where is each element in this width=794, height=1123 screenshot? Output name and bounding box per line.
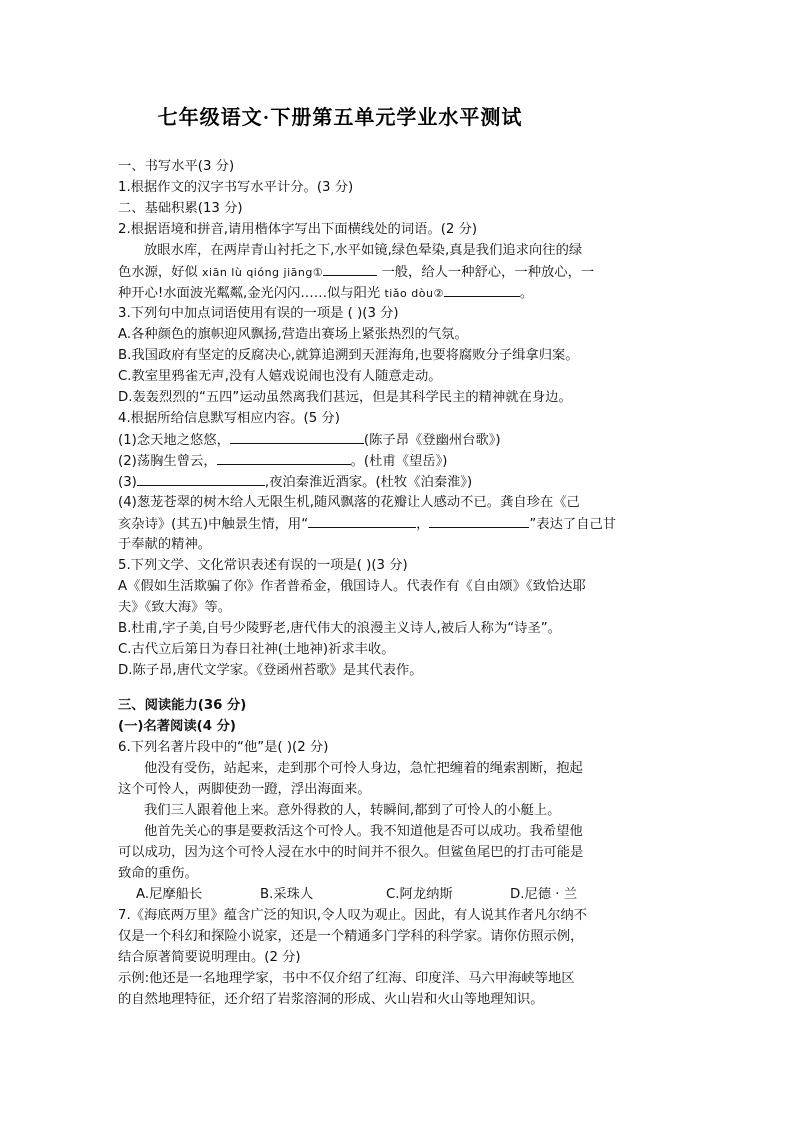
recite-blank-1[interactable] [230, 429, 364, 444]
question-6-option-d[interactable]: D.尼德 · 兰 [510, 887, 578, 902]
question-4-line-6: 于奉献的精神。 [118, 537, 212, 552]
question-7-example: 的自然地理特征，还介绍了岩浆溶洞的形成、火山岩和火山等地理知识。 [118, 992, 544, 1007]
recite-prompt: (2)荡胸生曾云， [118, 454, 217, 469]
question-7-line: 仅是一个科幻和探险小说家，还是一个精通多门学科的科学家。请你仿照示例， [118, 929, 584, 944]
question-3-option-c: C.教室里鸦雀无声,没有人嬉戏说闹也没有人随意走动。 [118, 369, 442, 384]
answer-blank-2[interactable] [444, 282, 520, 297]
answer-blank-1[interactable] [323, 261, 377, 276]
question-6-passage-line: 这个可怜人，两脚使劲一蹬，浮出海面来。 [118, 782, 371, 797]
question-4-line-5 [118, 513, 683, 534]
question-6-passage-line: 他没有受伤，站起来，走到那个可怜人身边，急忙把缠着的绳索割断，抱起 [144, 761, 583, 776]
question-5-stem: 5.下列文学、文化常识表述有误的一项是( )(3 分) [118, 558, 408, 573]
question-4-line-2 [118, 450, 683, 471]
question-4-line-3 [118, 471, 683, 492]
question-5-option-a-cont: 夫》《致大海》等。 [118, 600, 232, 615]
question-4-line-4: (4)葱茏苍翠的树木给人无限生机,随风飘落的花瓣让人感动不已。龚自珍在《己 [118, 495, 580, 510]
recite-blank-5[interactable] [429, 513, 529, 528]
question-3-option-a: A.各种颜色的旗帜迎风飘扬,营造出赛场上紧张热烈的气氛。 [118, 327, 468, 342]
pinyin-hint-2: tiǎo dòu② [384, 287, 444, 300]
recite-comma: ， [416, 517, 430, 532]
question-5-option-c: C.古代立后第日为春日社神(土地神)祈求丰收。 [118, 642, 395, 657]
question-6-option-a[interactable]: A.尼摩船长 [136, 887, 203, 902]
question-4-stem: 4.根据所给信息默写相应内容。(5 分) [118, 411, 340, 426]
recite-prompt: ”表达了自己甘 [529, 517, 617, 532]
passage-text: 一般，给人一种舒心，一种放心，一 [381, 265, 595, 280]
question-6-option-b[interactable]: B.采珠人 [260, 887, 314, 902]
question-6-passage-line: 我们三人跟着他上来。意外得救的人，转瞬间,都到了可怜人的小艇上。 [144, 803, 561, 818]
section-3-heading: 三、阅读能力(36 分) [118, 698, 247, 713]
question-2-stem: 2.根据语境和拼音,请用楷体字写出下面横线处的词语。(2 分) [118, 222, 478, 237]
question-7-example: 示例:他还是一名地理学家，书中不仅介绍了红海、印度洋、马六甲海峡等地区 [118, 971, 575, 986]
recite-source: 。(杜甫《望岳》) [350, 454, 448, 469]
question-7-line: 7.《海底两万里》蕴含广泛的知识,令人叹为观止。因此，有人说其作者凡尔纳不 [118, 908, 588, 923]
subsection-heading: (一)名著阅读(4 分) [118, 719, 236, 734]
question-2-passage-line: 放眼水库，在两岸青山衬托之下,水平如镜,绿色晕染,真是我们追求向往的绿 [144, 243, 583, 258]
question-1: 1.根据作文的汉字书写水平计分。(3 分) [118, 180, 354, 195]
question-6-passage-line: 可以成功，因为这个可怜人浸在水中的时间并不很久。但鲨鱼尾巴的打击可能是 [118, 845, 584, 860]
question-6-passage-line: 他首先关心的事是要救活这个可怜人。我不知道他是否可以成功。我希望他 [144, 824, 583, 839]
question-5-option-b: B.杜甫,字子美,自号少陵野老,唐代伟大的浪漫主义诗人,被后人称为“诗圣”。 [118, 621, 561, 636]
section-2-heading: 二、基础积累(13 分) [118, 201, 243, 216]
question-2-passage-line [118, 282, 683, 303]
question-4-line-1 [118, 429, 683, 450]
question-5-option-d: D.陈子昂,唐代文学家。《登函州苔歌》是其代表作。 [118, 663, 423, 678]
spacer [118, 681, 683, 695]
question-3-option-b: B.我国政府有坚定的反腐决心,就算追溯到天涯海角,也要将腐败分子缉拿归案。 [118, 348, 579, 363]
recite-prompt: (3) [118, 475, 137, 490]
passage-text: 。 [519, 286, 534, 301]
question-2-passage-line [118, 261, 683, 282]
question-5-option-a: A《假如生活欺骗了你》作者普希金，俄国诗人。代表作有《自由颂》《致恰达耶 [118, 579, 586, 594]
question-3-option-d: D.轰轰烈烈的“五四”运动虽然离我们甚远，但是其科学民主的精神就在身边。 [118, 390, 572, 405]
question-3-stem: 3.下列句中加点词语使用有误的一项是 ( )(3 分) [118, 306, 399, 321]
page-title: 七年级语文·下册第五单元学业水平测试 [157, 107, 523, 129]
recite-blank-4[interactable] [308, 513, 416, 528]
recite-prompt: 亥杂诗》(其五)中触景生情，用“ [118, 517, 309, 532]
question-7-line: 结合原著简要说明理由。(2 分) [118, 950, 301, 965]
recite-source: ,夜泊秦淮近酒家。(杜牧《泊秦淮》) [264, 475, 473, 490]
question-6-passage-line: 致命的重伤。 [118, 866, 198, 881]
recite-source: (陈子昂《登幽州台歌》) [363, 433, 501, 448]
pinyin-hint-1: xiān lù qióng jiāng① [202, 266, 324, 279]
question-6-options [118, 884, 683, 905]
recite-prompt: (1)念天地之悠悠， [118, 433, 230, 448]
recite-blank-3[interactable] [137, 471, 265, 486]
recite-blank-2[interactable] [217, 450, 351, 465]
passage-text: 色水源，好似 [118, 265, 198, 280]
passage-text: 种开心!水面波光粼粼,金光闪闪……似与阳光 [118, 286, 381, 301]
section-1-heading: 一、书写水平(3 分) [118, 159, 235, 174]
question-6-option-c[interactable]: C.阿龙纳斯 [386, 887, 453, 902]
exam-body [118, 156, 683, 1010]
question-6-stem: 6.下列名著片段中的“他”是( )(2 分) [118, 740, 329, 755]
